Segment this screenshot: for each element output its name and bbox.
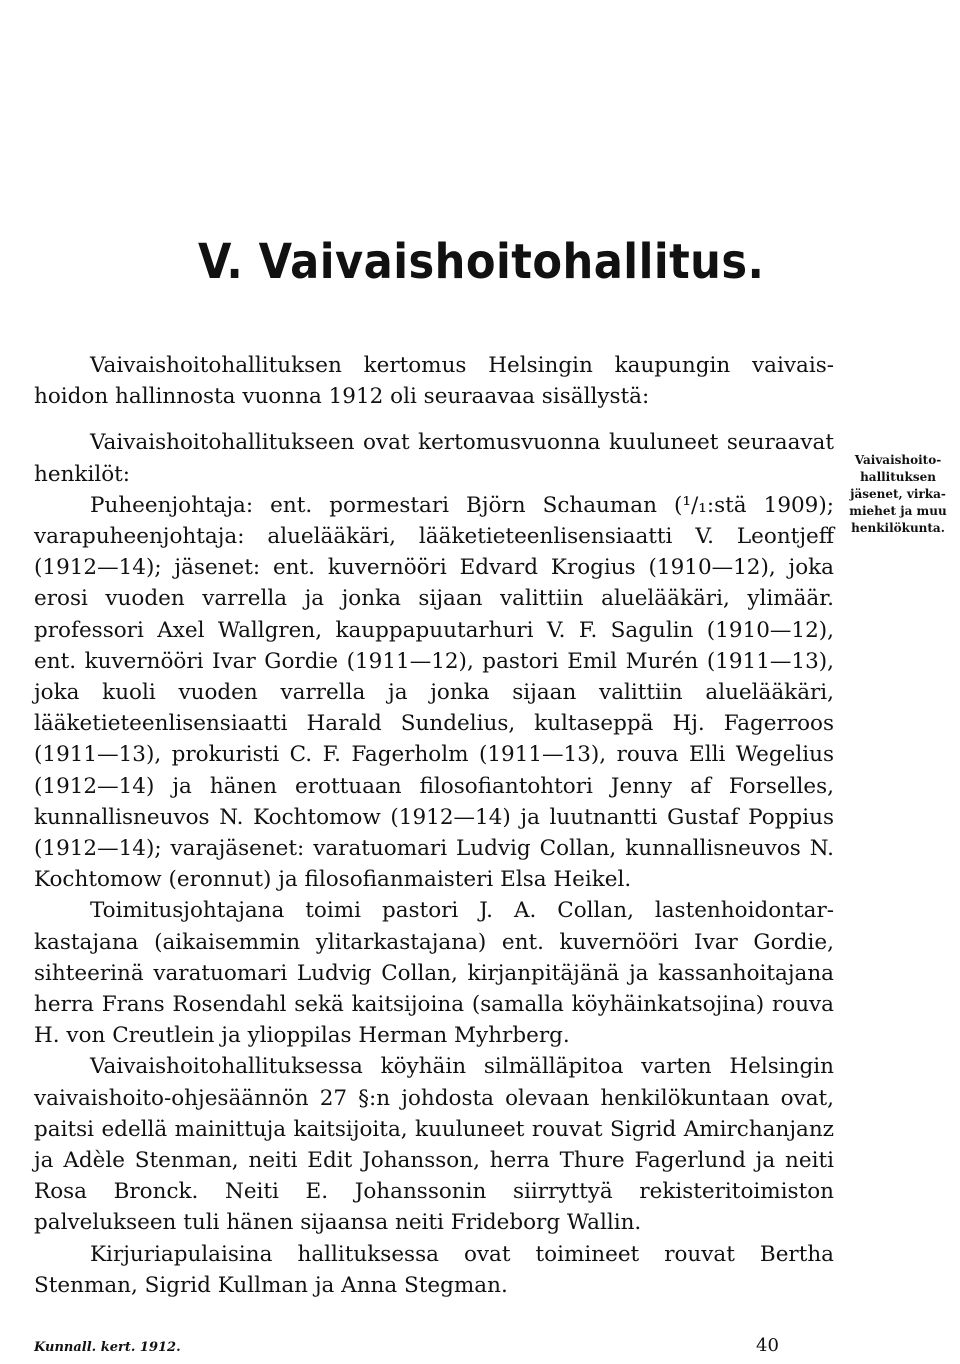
- page-number: 40: [756, 1335, 779, 1356]
- paragraph-staff: Vaivaishoitohallituksessa köyhäin silmälläpitoa varten Helsingin vaivaishoito-ohjesäännön 27 §:n johdosta olevaan henkilökuntaan ovat, paitsi edellä mainittuja kaitsijoita, kuuluneet rouvat Sigrid Amirchanjanz ja Adèle Stenman, neiti Edit Johansson, herra Thure Fagerlund ja neiti Rosa Bronck. Neiti E. Johanssonin siirryttyä rekisteritoimiston palvelukseen tuli hänen sijaansa neiti Frideborg Wallin.: [34, 1054, 834, 1236]
- chapter-title: V. Vaivaishoitohallitus.: [198, 234, 765, 290]
- paragraph-intro: Vaivaishoitohallituksen kertomus Helsingin kaupungin vaivaishoidon hallinnosta vuonna 1912 oli seuraavaa sisällystä:: [34, 353, 834, 410]
- paragraph-clerks: Kirjuriapulaisina hallituksessa ovat toimineet rouvat Bertha Stenman, Sigrid Kullman ja Anna Stegman.: [34, 1241, 834, 1298]
- paragraph-members-intro: Vaivaishoitohallitukseen ovat kertomusvuonna kuuluneet seuraavat henkilöt:: [34, 430, 834, 487]
- paragraph-members: Puheenjohtaja: ent. pormestari Björn Schauman (¹/₁:stä 1909); varapuheenjohtaja: aluelääkäri, lääketieteenlisensiaatti V. Leontjeff (1912—14); jäsenet: ent. kuvernööri Edvard Krogius (1910—12), joka erosi vuoden varrella ja jonka sijaan valittiin aluelääkäri, ylimäär. professori Axel Wallgren, kauppapuutarhuri V. F. Sagulin (1910—12), ent. kuvernööri Ivar Gordie (1911—12), pastori Emil Murén (1911—13), joka kuoli vuoden varrella ja jonka sijaan valittiin aluelääkäri, lääketieteenlisensiaatti Harald Sundelius, kultaseppä Hj. Fagerroos (1911—13), prokuristi C. F. Fagerholm (1911—13), rouva Elli Wegelius (1912—14) ja hänen erottuaan filosofiantohtori Jenny af Forselles, kunnallisneuvos N. Kochtomow (1912—14) ja luutnantti Gustaf Poppius (1912—14); varajäsenet: varatuomari Ludvig Collan, kunnallisneuvos N. Kochtomow (eronnut) ja filosofianmaisteri Elsa Heikel.: [34, 492, 834, 893]
- footer-source: Kunnall. kert. 1912.: [34, 1340, 181, 1355]
- margin-note: Vaivaishoitohallituksen jäsenet, virkamiehet ja muu henkilökunta.: [849, 453, 947, 535]
- body-text: [34, 350, 834, 1301]
- paragraph-officials: Toimitusjohtajana toimi pastori J. A. Collan, lastenhoidontarkastajana (aikaisemmin ylitarkastajana) ent. kuvernööri Ivar Gordie, sihteerinä varatuomari Ludvig Collan, kirjanpitäjänä ja kassanhoitajana herra Frans Rosendahl sekä kaitsijoina (samalla köyhäinkatsojina) rouva H. von Creutlein ja ylioppilas Herman Myhrberg.: [34, 898, 834, 1049]
